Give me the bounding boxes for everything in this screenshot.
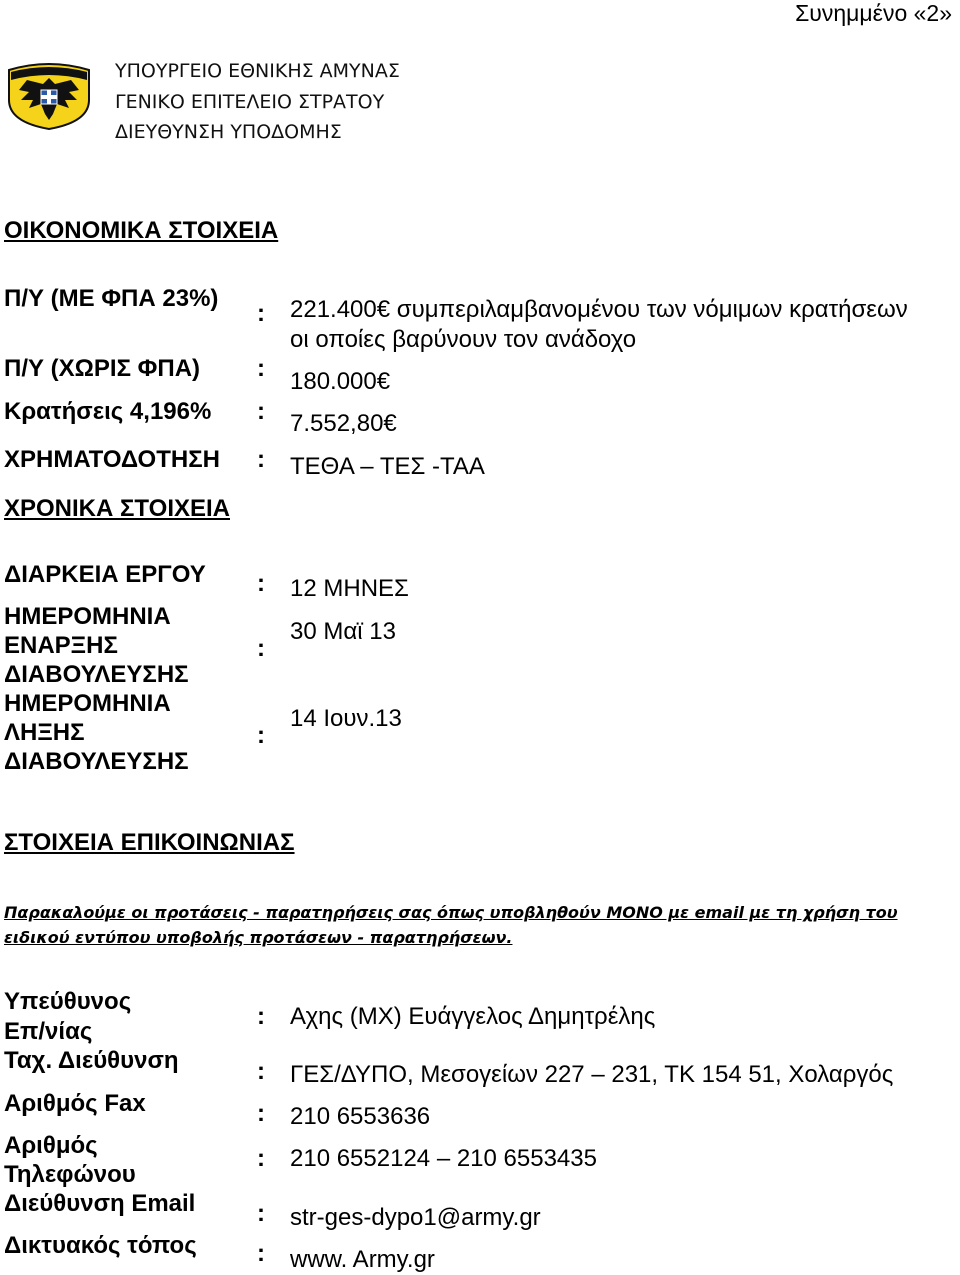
deductions-label: Κρατήσεις 4,196% xyxy=(4,398,212,425)
directorate-name: ΔΙΕΥΘΥΝΣΗ ΥΠΟΔΟΜΗΣ xyxy=(115,121,342,143)
budget-novat-value: 180.000€ xyxy=(290,368,391,395)
phone-label-2: Τηλεφώνου xyxy=(4,1161,136,1188)
address-value: ΓΕΣ/ΔΥΠΟ, Μεσογείων 227 – 231, ΤΚ 154 51, Χολαργός xyxy=(290,1061,894,1088)
colon-separator: : xyxy=(257,722,265,749)
start-date-value: 30 Μαϊ 13 xyxy=(290,618,396,645)
ministry-name: ΥΠΟΥΡΓΕΙΟ ΕΘΝΙΚΗΣ ΑΜΥΝΑΣ xyxy=(115,60,400,82)
responsible-label: Υπεύθυνος xyxy=(4,988,132,1015)
colon-separator: : xyxy=(257,1145,265,1172)
colon-separator: : xyxy=(257,1003,265,1030)
end-date-label-3: ΔΙΑΒΟΥΛΕΥΣΗΣ xyxy=(4,748,189,775)
funding-label: ΧΡΗΜΑΤΟΔΟΤΗΣΗ xyxy=(4,446,220,473)
end-date-value: 14 Ιουν.13 xyxy=(290,705,402,732)
colon-separator: : xyxy=(257,570,265,597)
end-date-label-2: ΛΗΞΗΣ xyxy=(4,719,85,746)
colon-separator: : xyxy=(257,1100,265,1127)
colon-separator: : xyxy=(257,1240,265,1267)
phone-value: 210 6552124 – 210 6553435 xyxy=(290,1145,597,1172)
end-date-label: ΗΜΕΡΟΜΗΝΙΑ xyxy=(4,690,171,717)
duration-value: 12 ΜΗΝΕΣ xyxy=(290,575,409,602)
general-staff-name: ΓΕΝΙΚΟ ΕΠΙΤΕΛΕΙΟ ΣΤΡΑΤΟΥ xyxy=(115,91,385,113)
start-date-label-3: ΔΙΑΒΟΥΛΕΥΣΗΣ xyxy=(4,661,189,688)
duration-label: ΔΙΑΡΚΕΙΑ ΕΡΓΟΥ xyxy=(4,561,206,588)
responsible-value: Αχης (ΜΧ) Ευάγγελος Δημητρέλης xyxy=(290,1003,656,1030)
start-date-label-2: ΕΝΑΡΞΗΣ xyxy=(4,632,118,659)
army-emblem-logo xyxy=(5,60,93,130)
fax-label: Αριθμός Fax xyxy=(4,1090,146,1117)
timeline-section-title: ΧΡΟΝΙΚΑ ΣΤΟΙΧΕΙΑ xyxy=(4,495,230,522)
annex-label: Συνημμένο «2» xyxy=(795,0,952,26)
colon-separator: : xyxy=(257,446,265,473)
colon-separator: : xyxy=(257,300,265,327)
financial-section-title: ΟΙΚΟΝΟΜΙΚΑ ΣΤΟΙΧΕΙΑ xyxy=(4,217,279,244)
colon-separator: : xyxy=(257,398,265,425)
colon-separator: : xyxy=(257,1200,265,1227)
colon-separator: : xyxy=(257,635,265,662)
start-date-label: ΗΜΕΡΟΜΗΝΙΑ xyxy=(4,603,171,630)
website-label: Δικτυακός τόπος xyxy=(4,1232,197,1259)
responsible-label-2: Επ/νίας xyxy=(4,1018,93,1045)
deductions-value: 7.552,80€ xyxy=(290,410,397,437)
contact-section-title: ΣΤΟΙΧΕΙΑ ΕΠΙΚΟΙΝΩΝΙΑΣ xyxy=(4,829,295,856)
website-value[interactable]: www. Army.gr xyxy=(290,1246,435,1273)
colon-separator: : xyxy=(257,1058,265,1085)
phone-label: Αριθμός xyxy=(4,1132,98,1159)
email-label: Διεύθυνση Email xyxy=(4,1190,196,1217)
budget-vat-value-cont: οι οποίες βαρύνουν τον ανάδοχο xyxy=(290,326,637,353)
email-value[interactable]: str-ges-dypo1@army.gr xyxy=(290,1204,541,1231)
address-label: Ταχ. Διεύθυνση xyxy=(4,1047,179,1074)
colon-separator: : xyxy=(257,355,265,382)
submission-note: Παρακαλούμε οι προτάσεις - παρατηρήσεις σας όπως υποβληθούν ΜΟΝΟ με email με τη χρήση του ειδικού εντύπου υποβολής προτάσεων - παρατηρήσεων. xyxy=(4,903,898,947)
budget-vat-label: Π/Υ (ΜΕ ΦΠΑ 23%) xyxy=(4,285,219,312)
budget-vat-value: 221.400€ συμπεριλαμβανομένου των νόμιμων κρατήσεων xyxy=(290,296,908,323)
fax-value: 210 6553636 xyxy=(290,1103,431,1130)
budget-novat-label: Π/Υ (ΧΩΡΙΣ ΦΠΑ) xyxy=(4,355,201,382)
funding-value: ΤΕΘΑ – ΤΕΣ -ΤΑΑ xyxy=(290,453,485,480)
